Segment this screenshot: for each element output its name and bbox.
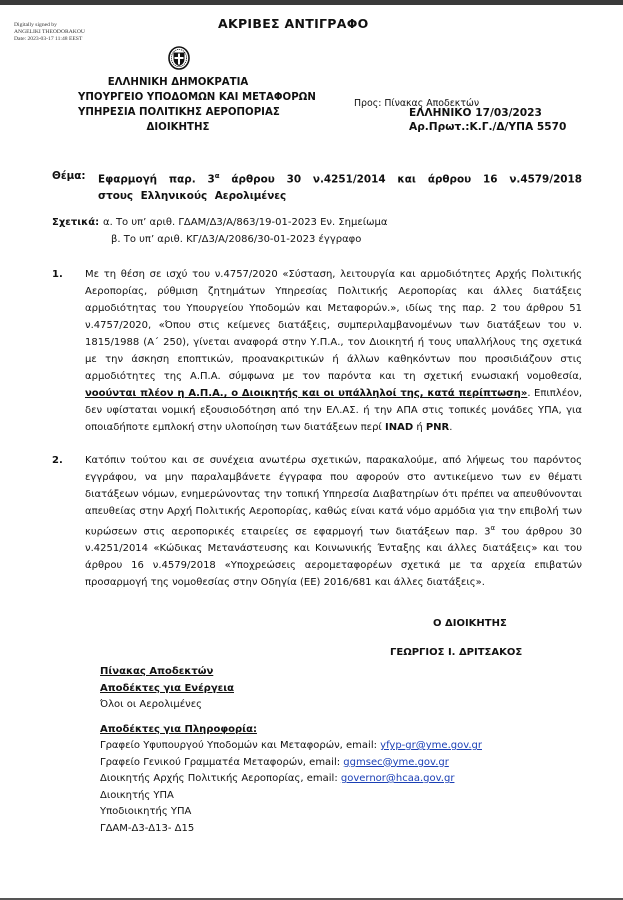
recipient-text: Γραφείο Γενικού Γραμματέα Μεταφορών, email:: [100, 756, 344, 768]
paragraph-text: . Επιπλέον, δεν υφίσταται νομική εξουσιοδότηση από την ΕΛ.ΑΣ. ή την ΑΠΑ στις τοπικές μονάδες ΥΠΑ, για οποιαδήποτε εμπλοκή στην υλοποίηση των διατάξεων περί: [85, 388, 582, 433]
digital-signature-stamp: [14, 22, 85, 43]
org-line: ΥΠΟΥΡΓΕΙΟ ΥΠΟΔΟΜΩΝ ΚΑΙ ΜΕΤΑΦΟΡΩΝ: [78, 92, 316, 103]
email-link[interactable]: governor@hcaa.gov.gr: [340, 773, 455, 784]
paragraph-text: .: [449, 422, 453, 433]
recipients-table-heading: Πίνακας Αποδεκτών: [100, 666, 214, 677]
paragraph-body: [85, 266, 582, 436]
info-recipient: ΓΔΑΜ-Δ3-Δ13- Δ15: [100, 822, 195, 834]
paragraph-1: [52, 266, 582, 436]
protocol-number: Αρ.Πρωτ.:Κ.Γ./Δ/ΥΠΑ 5570: [409, 121, 567, 133]
subject-text-part: Εφαρμογή παρ. 3: [98, 173, 215, 186]
document-title: ΑΚΡΙΒΕΣ ΑΝΤΙΓΡΑΦΟ: [218, 16, 369, 31]
related-item: β. Το υπ’ αριθ. ΚΓ/Δ3/Α/2086/30-01-2023 έγγραφο: [111, 234, 362, 245]
superscript: α: [490, 524, 496, 532]
signoff-name: ΓΕΩΡΓΙΟΣ Ι. ΔΡΙΤΣΑΚΟΣ: [390, 647, 523, 658]
paragraph-2: [52, 452, 582, 591]
info-recipient: [100, 738, 482, 755]
superscript: α: [214, 172, 220, 180]
info-recipient: Υποδιοικητής ΥΠΑ: [100, 806, 192, 817]
subject-text-part: άρθρου 30 ν.4251/2014 και άρθρου 16 ν.4579/2018 στους Ελληνικούς Αερολιμένες: [98, 173, 582, 203]
paragraph-number: 1.: [52, 269, 63, 280]
pnr-term: PNR: [425, 422, 450, 433]
related-item: α. Το υπ’ αριθ. ΓΔΑΜ/Δ3/Α/863/19-01-2023 Εν. Σημείωμα: [103, 217, 388, 228]
email-link[interactable]: ggmsec@yme.gov.gr: [343, 756, 449, 768]
action-recipients-heading: Αποδέκτες για Ενέργεια: [100, 682, 234, 694]
subject: [52, 168, 582, 205]
related-label: Σχετικά:: [52, 217, 100, 228]
info-recipients-heading: Αποδέκτες για Πληροφορία:: [100, 723, 257, 735]
subject-text: [98, 168, 582, 205]
recipients-list: [100, 664, 482, 837]
inad-term: INAD: [385, 422, 414, 433]
paragraph-text: Κατόπιν τούτου και σε συνέχεια ανωτέρω σχετικών, παρακαλούμε, από λήψεως του παρόντος εγγράφου, να μην παραλαμβάνετε έγγραφα που αφορούν στο αντικείμενο των εν θέματι διατάξεων νόμων, ενημερώνοντας την τοπική Υπηρεσία Διαβατηρίων ότι πρέπει να απευθύνονται απευθείας στην Αρχή Πολιτικής Αεροπορίας, καθώς είναι κατά νόμο αρμόδια για την επιβολή των κυρώσεων στις αεροπορικές εταιρείες σε εφαρμογή των διατάξεων παρ. 3: [85, 455, 582, 538]
org-line: ΔΙΟΙΚΗΤΗΣ: [146, 122, 210, 133]
action-recipient: Όλοι οι Αερολιμένες: [100, 699, 203, 710]
email-link[interactable]: yfyp-gr@yme.gov.gr: [380, 740, 482, 751]
recipient-text: Γραφείο Υφυπουργού Υποδομών και Μεταφορών, email:: [100, 740, 381, 751]
viewer-top-bar: [0, 0, 623, 5]
related-documents: [52, 214, 582, 248]
signoff-role: Ο ΔΙΟΙΚΗΤΗΣ: [433, 618, 507, 629]
greek-coat-of-arms-icon: [168, 46, 190, 70]
issuing-authority: [78, 75, 316, 135]
subject-label: Θέμα:: [52, 170, 86, 182]
emphasized-text: νοούνται πλέον η Α.Π.Α., ο Διοικητής και οι υπάλληλοί της, κατά περίπτωση»: [85, 388, 528, 399]
paragraph-text: Με τη θέση σε ισχύ του ν.4757/2020 «Σύσταση, λειτουργία και αρμοδιότητες Αρχής Πολιτικής Αεροπορίας, ρύθμιση ζητημάτων Υπηρεσίας Πολιτικής Αεροπορίας και άλλες διατάξεις αρμοδιότητας του Υπουργείου Υποδομών και Μεταφορών.», ιδίως της παρ. 2 του άρθρου 51 ν.4757/2020, «Όπου στις κείμενες διατάξεις, συμπεριλαμβανομένων των διατάξεων του ν. 1815/1988 (Α΄ 250), γίνεται αναφορά στην Υ.Π.Α., τον Διοικητή ή τους υπαλλήλους της σχετικά με την άσκηση εποπτικών, προανακριτικών ή άλλων καθηκόντων που προσιδιάζουν στις αρμοδιότητες της Α.Π.Α. σύμφωνα με τον παρόντα και τη σχετική ενωσιακή νομοθεσία,: [85, 269, 582, 382]
paragraph-text: ή: [413, 422, 426, 433]
org-line: ΕΛΛΗΝΙΚΗ ΔΗΜΟΚΡΑΤΙΑ: [107, 77, 249, 88]
info-recipient: [100, 771, 482, 788]
document-date: ΕΛΛΗΝΙΚΟ 17/03/2023: [409, 107, 542, 119]
info-recipient: [100, 755, 482, 772]
paragraph-text: του άρθρου 30 ν.4251/2014 «Κώδικας Μετανάστευσης και Κοινωνικής Ένταξης και άλλες διατάξεις» και του άρθρου 16 ν.4579/2018 «Υποχρεώσεις αερομεταφορέων σχετικά με τα αρχεία επιβατών προσαρμογή της νομοθεσίας στην Οδηγία (ΕΕ) 2016/681 και άλλες διατάξεις».: [85, 526, 582, 589]
addressee: Προς: Πίνακας Αποδεκτών: [354, 98, 480, 109]
signature-date: Date: 2023-03-17 11:48 EEST: [14, 36, 83, 42]
signature-line: Digitally signed by: [14, 22, 57, 28]
info-recipient: Διοικητής ΥΠΑ: [100, 789, 174, 801]
paragraph-body: [85, 452, 582, 591]
signature-signer: ANGELIKI THEODORAKOU: [14, 29, 85, 35]
org-line: ΥΠΗΡΕΣΙΑ ΠΟΛΙΤΙΚΗΣ ΑΕΡΟΠΟΡΙΑΣ: [78, 107, 280, 118]
paragraph-number: 2.: [52, 455, 63, 466]
recipient-text: Διοικητής Αρχής Πολιτικής Αεροπορίας, email:: [100, 773, 341, 784]
